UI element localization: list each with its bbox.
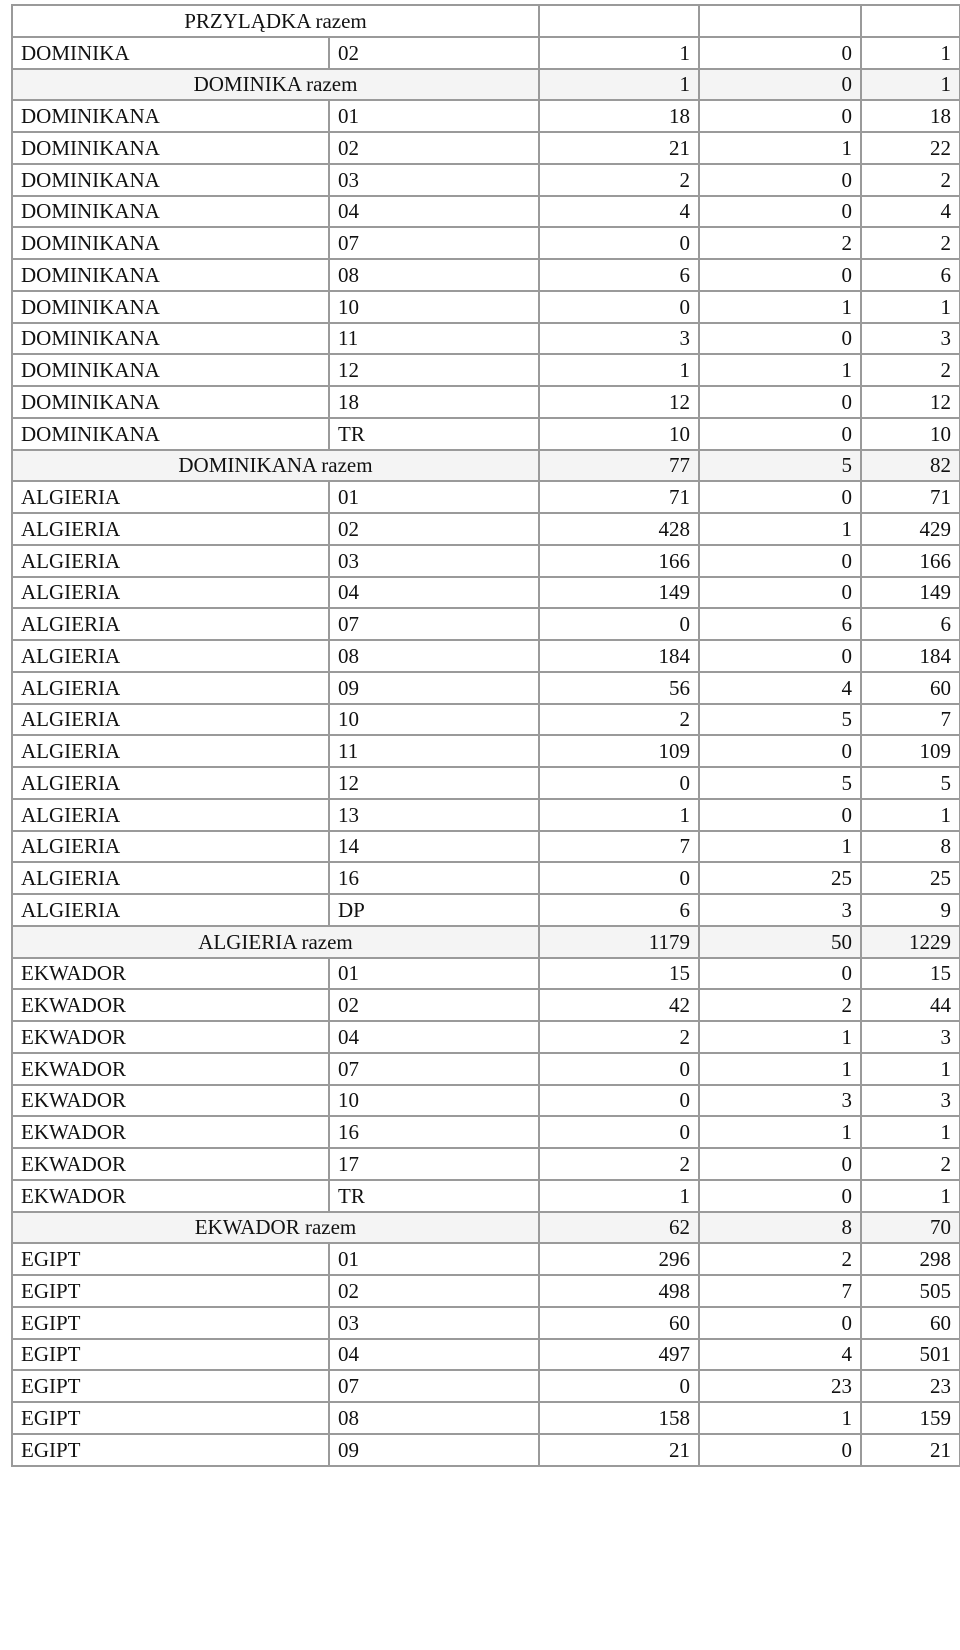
code-cell: 04	[329, 196, 539, 228]
value-a-cell: 60	[539, 1307, 699, 1339]
value-a-cell: 0	[539, 608, 699, 640]
value-b-cell: 0	[699, 1434, 861, 1466]
total-cell: 70	[861, 1212, 960, 1244]
value-a-cell: 184	[539, 640, 699, 672]
value-a-cell: 2	[539, 704, 699, 736]
code-cell: 08	[329, 259, 539, 291]
total-cell: 7	[861, 704, 960, 736]
table-row	[12, 1307, 960, 1339]
value-a-cell: 0	[539, 862, 699, 894]
table-row	[12, 1180, 960, 1212]
table-row	[12, 164, 960, 196]
value-b-cell: 0	[699, 799, 861, 831]
country-cell: DOMINIKANA	[12, 100, 329, 132]
code-cell: 03	[329, 164, 539, 196]
value-b-cell: 0	[699, 735, 861, 767]
value-a-cell: 18	[539, 100, 699, 132]
value-b-cell: 0	[699, 1180, 861, 1212]
total-cell: 71	[861, 481, 960, 513]
code-cell: 02	[329, 989, 539, 1021]
code-cell: 01	[329, 100, 539, 132]
country-cell: EGIPT	[12, 1275, 329, 1307]
value-b-cell: 0	[699, 259, 861, 291]
value-b-cell: 0	[699, 418, 861, 450]
total-cell: 505	[861, 1275, 960, 1307]
country-cell: EGIPT	[12, 1307, 329, 1339]
code-cell: 16	[329, 1116, 539, 1148]
total-cell: 5	[861, 767, 960, 799]
value-a-cell: 0	[539, 1085, 699, 1117]
value-a-cell: 0	[539, 1116, 699, 1148]
summary-row	[12, 450, 960, 482]
code-cell: 08	[329, 640, 539, 672]
total-cell: 149	[861, 577, 960, 609]
table-row	[12, 1243, 960, 1275]
total-cell: 44	[861, 989, 960, 1021]
value-a-cell: 166	[539, 545, 699, 577]
value-a-cell: 0	[539, 227, 699, 259]
code-cell: 12	[329, 767, 539, 799]
table-row	[12, 386, 960, 418]
value-b-cell: 4	[699, 672, 861, 704]
total-cell: 2	[861, 227, 960, 259]
value-a-cell: 56	[539, 672, 699, 704]
value-b-cell: 1	[699, 1053, 861, 1085]
code-cell: 03	[329, 1307, 539, 1339]
table-row	[12, 799, 960, 831]
value-a-cell: 77	[539, 450, 699, 482]
value-a-cell: 42	[539, 989, 699, 1021]
value-a-cell: 0	[539, 1053, 699, 1085]
country-cell: ALGIERIA	[12, 640, 329, 672]
code-cell: 04	[329, 577, 539, 609]
total-cell: 109	[861, 735, 960, 767]
country-cell: ALGIERIA	[12, 799, 329, 831]
value-a-cell: 6	[539, 894, 699, 926]
code-cell: 04	[329, 1021, 539, 1053]
country-cell: ALGIERIA	[12, 545, 329, 577]
value-b-cell: 1	[699, 1021, 861, 1053]
value-b-cell: 0	[699, 100, 861, 132]
country-cell: DOMINIKANA	[12, 291, 329, 323]
table-row	[12, 862, 960, 894]
country-cell: DOMINIKANA	[12, 259, 329, 291]
value-a-cell: 109	[539, 735, 699, 767]
table-row	[12, 1275, 960, 1307]
country-cell: EKWADOR	[12, 1085, 329, 1117]
total-cell: 429	[861, 513, 960, 545]
code-cell: 10	[329, 1085, 539, 1117]
value-a-cell: 71	[539, 481, 699, 513]
value-b-cell: 1	[699, 513, 861, 545]
table-row	[12, 608, 960, 640]
total-cell: 2	[861, 164, 960, 196]
value-b-cell: 0	[699, 577, 861, 609]
value-b-cell: 50	[699, 926, 861, 958]
code-cell: 09	[329, 1434, 539, 1466]
value-a-cell: 428	[539, 513, 699, 545]
country-cell: ALGIERIA	[12, 704, 329, 736]
code-cell: TR	[329, 418, 539, 450]
total-cell: 23	[861, 1370, 960, 1402]
value-a-cell: 62	[539, 1212, 699, 1244]
table-row	[12, 227, 960, 259]
country-cell: DOMINIKANA	[12, 227, 329, 259]
table-row	[12, 577, 960, 609]
country-cell: ALGIERIA	[12, 672, 329, 704]
country-cell: DOMINIKANA	[12, 164, 329, 196]
total-cell: 3	[861, 1021, 960, 1053]
code-cell: TR	[329, 1180, 539, 1212]
total-cell: 1229	[861, 926, 960, 958]
code-cell: 07	[329, 608, 539, 640]
code-cell: 04	[329, 1339, 539, 1371]
code-cell: 01	[329, 1243, 539, 1275]
table-row	[12, 259, 960, 291]
total-cell: 21	[861, 1434, 960, 1466]
value-a-cell: 1	[539, 799, 699, 831]
code-cell: 01	[329, 958, 539, 990]
value-b-cell: 5	[699, 450, 861, 482]
table-row	[12, 894, 960, 926]
value-b-cell: 1	[699, 1116, 861, 1148]
code-cell: 16	[329, 862, 539, 894]
table-row	[12, 37, 960, 69]
table-row	[12, 704, 960, 736]
country-cell: DOMINIKANA	[12, 323, 329, 355]
value-b-cell: 3	[699, 1085, 861, 1117]
code-cell: 09	[329, 672, 539, 704]
country-cell: ALGIERIA	[12, 608, 329, 640]
code-cell: 08	[329, 1402, 539, 1434]
value-b-cell: 1	[699, 1402, 861, 1434]
total-cell	[861, 5, 960, 37]
table-row	[12, 1021, 960, 1053]
value-a-cell: 15	[539, 958, 699, 990]
code-cell: 11	[329, 323, 539, 355]
code-cell: 07	[329, 227, 539, 259]
total-cell: 15	[861, 958, 960, 990]
value-b-cell: 0	[699, 545, 861, 577]
table-row	[12, 767, 960, 799]
value-a-cell: 158	[539, 1402, 699, 1434]
value-a-cell: 10	[539, 418, 699, 450]
total-cell: 6	[861, 259, 960, 291]
country-cell: DOMINIKA	[12, 37, 329, 69]
total-cell: 1	[861, 1180, 960, 1212]
value-b-cell: 1	[699, 132, 861, 164]
code-cell: 02	[329, 132, 539, 164]
value-b-cell: 1	[699, 831, 861, 863]
value-a-cell: 0	[539, 1370, 699, 1402]
value-b-cell: 0	[699, 640, 861, 672]
country-cell: DOMINIKANA	[12, 354, 329, 386]
value-b-cell: 3	[699, 894, 861, 926]
total-cell: 1	[861, 291, 960, 323]
total-cell: 1	[861, 69, 960, 101]
code-cell: 10	[329, 291, 539, 323]
code-cell: DP	[329, 894, 539, 926]
total-cell: 8	[861, 831, 960, 863]
table-row	[12, 1370, 960, 1402]
table-row	[12, 1339, 960, 1371]
country-cell: EKWADOR	[12, 1116, 329, 1148]
value-a-cell: 21	[539, 1434, 699, 1466]
value-b-cell: 0	[699, 196, 861, 228]
table-row	[12, 1402, 960, 1434]
country-cell: EGIPT	[12, 1434, 329, 1466]
value-a-cell: 149	[539, 577, 699, 609]
table-row	[12, 640, 960, 672]
value-b-cell: 6	[699, 608, 861, 640]
country-cell: ALGIERIA	[12, 831, 329, 863]
country-cell: EGIPT	[12, 1370, 329, 1402]
summary-row	[12, 926, 960, 958]
total-cell: 4	[861, 196, 960, 228]
country-cell: EKWADOR	[12, 1053, 329, 1085]
table-row	[12, 958, 960, 990]
summary-label-cell: PRZYLĄDKA razem	[12, 5, 539, 37]
total-cell: 3	[861, 1085, 960, 1117]
value-b-cell: 0	[699, 386, 861, 418]
value-a-cell	[539, 5, 699, 37]
value-b-cell: 0	[699, 481, 861, 513]
table-row	[12, 545, 960, 577]
total-cell: 298	[861, 1243, 960, 1275]
value-b-cell: 0	[699, 1307, 861, 1339]
country-cell: EKWADOR	[12, 958, 329, 990]
value-a-cell: 0	[539, 767, 699, 799]
value-a-cell: 1	[539, 69, 699, 101]
value-b-cell: 7	[699, 1275, 861, 1307]
total-cell: 501	[861, 1339, 960, 1371]
total-cell: 25	[861, 862, 960, 894]
code-cell: 12	[329, 354, 539, 386]
value-b-cell: 5	[699, 704, 861, 736]
value-a-cell: 296	[539, 1243, 699, 1275]
value-b-cell: 0	[699, 164, 861, 196]
value-a-cell: 2	[539, 1148, 699, 1180]
table-row	[12, 735, 960, 767]
country-cell: DOMINIKANA	[12, 196, 329, 228]
code-cell: 18	[329, 386, 539, 418]
total-cell: 1	[861, 1053, 960, 1085]
total-cell: 184	[861, 640, 960, 672]
total-cell: 159	[861, 1402, 960, 1434]
country-cell: DOMINIKANA	[12, 132, 329, 164]
country-cell: EKWADOR	[12, 1148, 329, 1180]
code-cell: 02	[329, 37, 539, 69]
table-row	[12, 291, 960, 323]
total-cell: 12	[861, 386, 960, 418]
value-a-cell: 3	[539, 323, 699, 355]
value-b-cell: 4	[699, 1339, 861, 1371]
value-b-cell: 0	[699, 323, 861, 355]
summary-label-cell: EKWADOR razem	[12, 1212, 539, 1244]
total-cell: 2	[861, 1148, 960, 1180]
value-a-cell: 4	[539, 196, 699, 228]
total-cell: 10	[861, 418, 960, 450]
value-a-cell: 2	[539, 1021, 699, 1053]
value-a-cell: 1	[539, 1180, 699, 1212]
table-row	[12, 196, 960, 228]
table-row	[12, 1053, 960, 1085]
value-a-cell: 0	[539, 291, 699, 323]
table-row	[12, 1116, 960, 1148]
total-cell: 6	[861, 608, 960, 640]
table-body	[12, 5, 960, 1466]
total-cell: 18	[861, 100, 960, 132]
country-cell: EGIPT	[12, 1402, 329, 1434]
total-cell: 1	[861, 799, 960, 831]
summary-row	[12, 1212, 960, 1244]
value-b-cell: 23	[699, 1370, 861, 1402]
country-cell: ALGIERIA	[12, 862, 329, 894]
code-cell: 02	[329, 513, 539, 545]
value-b-cell: 2	[699, 989, 861, 1021]
code-cell: 01	[329, 481, 539, 513]
table-row	[12, 1434, 960, 1466]
total-cell: 2	[861, 354, 960, 386]
country-cell: ALGIERIA	[12, 735, 329, 767]
code-cell: 03	[329, 545, 539, 577]
total-cell: 1	[861, 1116, 960, 1148]
country-cell: EKWADOR	[12, 1021, 329, 1053]
table-row	[12, 831, 960, 863]
country-cell: DOMINIKANA	[12, 386, 329, 418]
value-a-cell: 1	[539, 354, 699, 386]
country-cell: ALGIERIA	[12, 767, 329, 799]
code-cell: 07	[329, 1053, 539, 1085]
code-cell: 10	[329, 704, 539, 736]
code-cell: 11	[329, 735, 539, 767]
table-row	[12, 354, 960, 386]
table-row	[12, 672, 960, 704]
table-row	[12, 323, 960, 355]
summary-label-cell: DOMINIKA razem	[12, 69, 539, 101]
value-a-cell: 6	[539, 259, 699, 291]
country-cell: DOMINIKANA	[12, 418, 329, 450]
value-a-cell: 12	[539, 386, 699, 418]
table-row	[12, 100, 960, 132]
total-cell: 60	[861, 672, 960, 704]
value-b-cell: 1	[699, 291, 861, 323]
table-row	[12, 418, 960, 450]
code-cell: 02	[329, 1275, 539, 1307]
code-cell: 14	[329, 831, 539, 863]
value-a-cell: 7	[539, 831, 699, 863]
country-cell: ALGIERIA	[12, 577, 329, 609]
data-table	[11, 4, 960, 1467]
total-cell: 82	[861, 450, 960, 482]
value-a-cell: 498	[539, 1275, 699, 1307]
table-row	[12, 481, 960, 513]
table-row	[12, 1085, 960, 1117]
total-cell: 3	[861, 323, 960, 355]
value-a-cell: 497	[539, 1339, 699, 1371]
value-a-cell: 1	[539, 37, 699, 69]
table-header-summary-row	[12, 5, 960, 37]
country-cell: EGIPT	[12, 1339, 329, 1371]
value-b-cell: 2	[699, 1243, 861, 1275]
country-cell: ALGIERIA	[12, 894, 329, 926]
country-cell: ALGIERIA	[12, 513, 329, 545]
value-a-cell: 21	[539, 132, 699, 164]
country-cell: EKWADOR	[12, 989, 329, 1021]
value-b-cell: 0	[699, 69, 861, 101]
value-b-cell: 8	[699, 1212, 861, 1244]
code-cell: 07	[329, 1370, 539, 1402]
value-b-cell: 1	[699, 354, 861, 386]
summary-label-cell: ALGIERIA razem	[12, 926, 539, 958]
value-b-cell: 25	[699, 862, 861, 894]
summary-row	[12, 69, 960, 101]
value-b-cell: 2	[699, 227, 861, 259]
summary-label-cell: DOMINIKANA razem	[12, 450, 539, 482]
value-a-cell: 2	[539, 164, 699, 196]
total-cell: 9	[861, 894, 960, 926]
country-cell: ALGIERIA	[12, 481, 329, 513]
code-cell: 13	[329, 799, 539, 831]
table-row	[12, 1148, 960, 1180]
country-cell: EKWADOR	[12, 1180, 329, 1212]
value-b-cell: 0	[699, 1148, 861, 1180]
total-cell: 22	[861, 132, 960, 164]
total-cell: 60	[861, 1307, 960, 1339]
value-b-cell	[699, 5, 861, 37]
table-row	[12, 989, 960, 1021]
value-b-cell: 0	[699, 958, 861, 990]
table-row	[12, 132, 960, 164]
code-cell: 17	[329, 1148, 539, 1180]
country-cell: EGIPT	[12, 1243, 329, 1275]
value-b-cell: 0	[699, 37, 861, 69]
total-cell: 166	[861, 545, 960, 577]
total-cell: 1	[861, 37, 960, 69]
value-b-cell: 5	[699, 767, 861, 799]
value-a-cell: 1179	[539, 926, 699, 958]
table-row	[12, 513, 960, 545]
